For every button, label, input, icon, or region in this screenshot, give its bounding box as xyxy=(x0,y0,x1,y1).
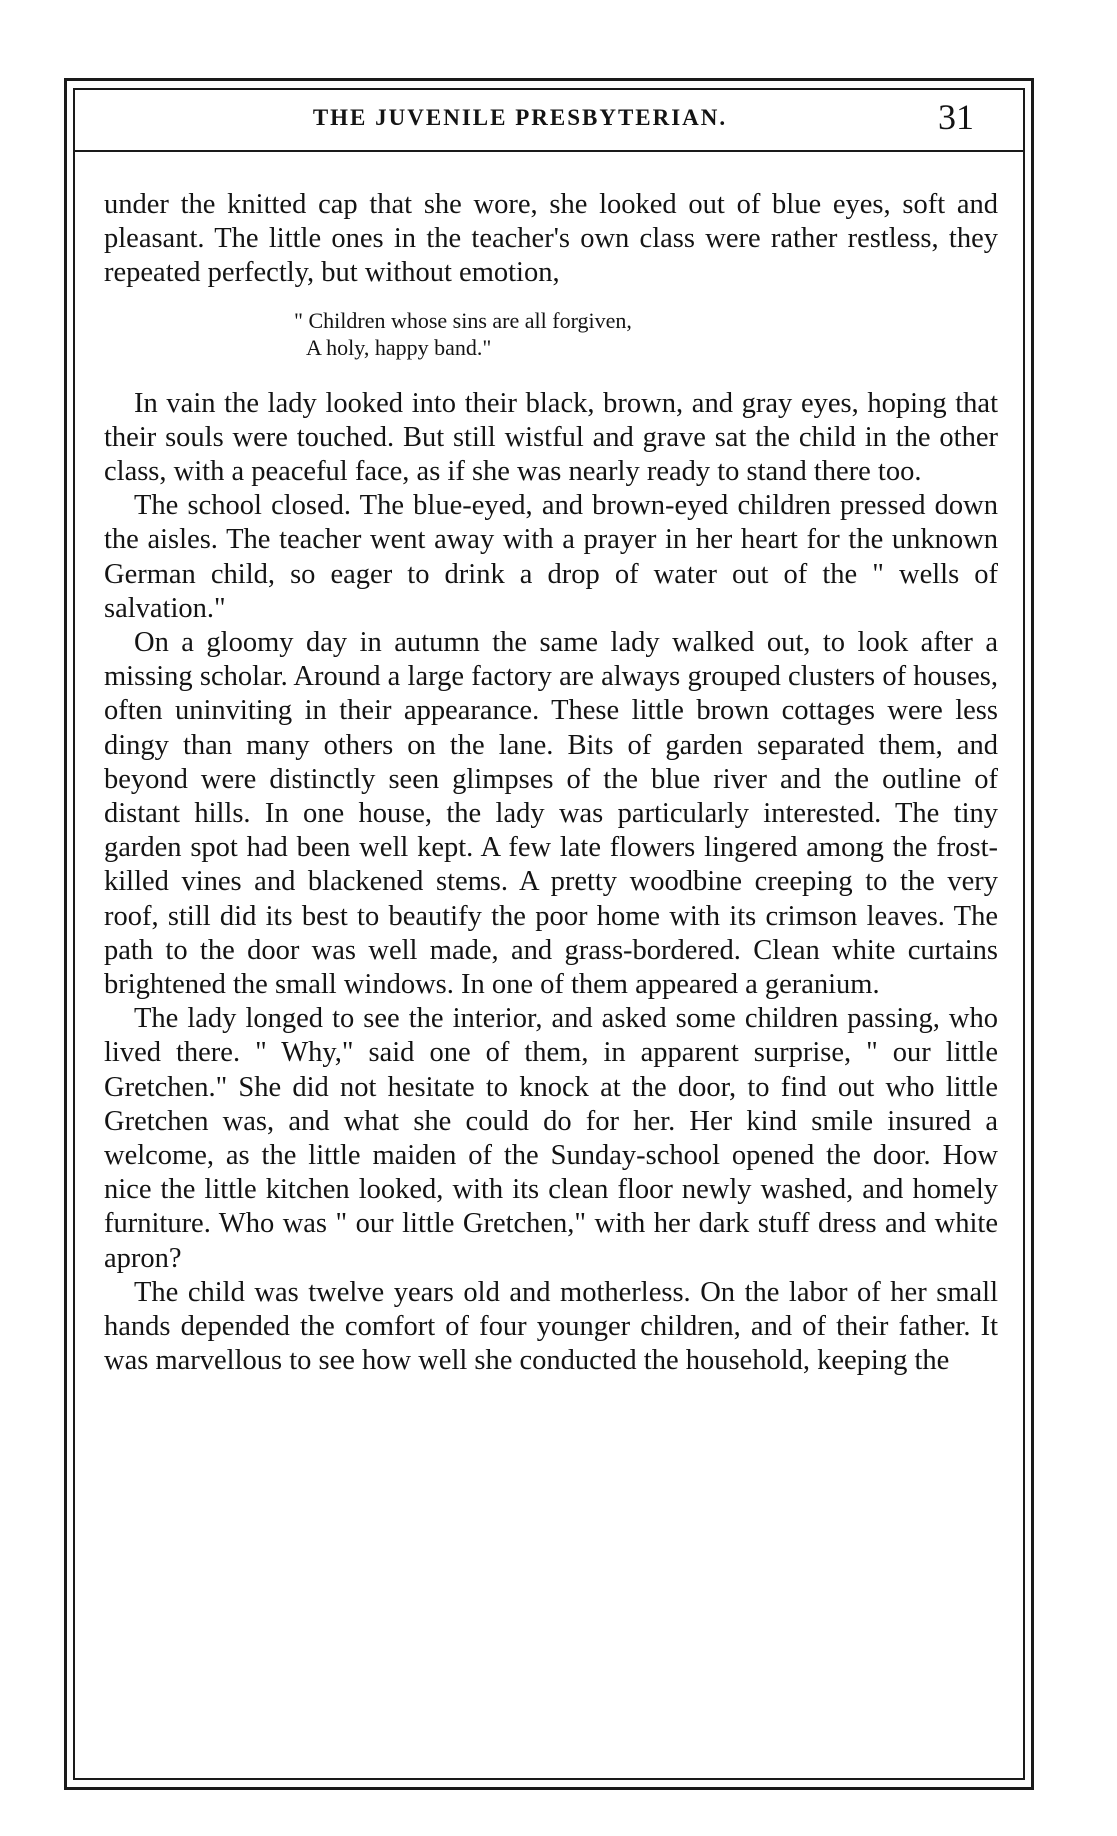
body-text xyxy=(104,188,998,1379)
paragraph-3: The school closed. The blue-eyed, and brown-eyed children pressed down the aisles. The teacher went away with a prayer in her heart for the unknown German child, so eager to drink a drop of water out of the " wells of salvation." xyxy=(104,490,998,624)
paragraph-1: under the knitted cap that she wore, she looked out of blue eyes, soft and pleasant. The little ones in the teacher's own class were rather restless, they repeated perfectly, but without emotion, xyxy=(104,189,998,289)
page-number: 31 xyxy=(938,97,974,137)
verse-quote xyxy=(294,307,998,361)
paragraph-5: The lady longed to see the interior, and asked some children passing, who lived there. " Why," said one of them, in apparent surprise, " our little Gretchen." She did not hesitate to knock at the door, to find out who little Gretchen was, and what she could do for her. Her kind smile insured a welcome, as the little maiden of the Sunday-school opened the door. How nice the little kitchen looked, with its clean floor newly washed, and homely furniture. Who was " our little Gretchen," with her dark stuff dress and white apron? xyxy=(104,1003,998,1274)
running-head: THE JUVENILE PRESBYTERIAN. xyxy=(312,105,728,130)
bottom-rule-inner xyxy=(73,1778,1025,1780)
paragraph-4: On a gloomy day in autumn the same lady walked out, to look after a missing scholar. Around a large factory are always grouped clusters of houses, often uninviting in their appearance. These little brown cottages were less dingy than many others on the lane. Bits of garden separated them, and beyond were distinctly seen glimpses of the blue river and the outline of distant hills. In one house, the lady was particularly interested. The tiny garden spot had been well kept. A few late flowers lingered among the frost-killed vines and blackened stems. A pretty woodbine creeping to the very roof, still did its best to beautify the poor home with its crimson leaves. The path to the door was well made, and grass-bordered. Clean white curtains brightened the small windows. In one of them appeared a geranium. xyxy=(104,627,998,1001)
paragraph-2: In vain the lady looked into their black, brown, and gray eyes, hoping that their souls were touched. But still wistful and grave sat the child in the other class, with a peaceful face, as if she was nearly ready to stand there too. xyxy=(104,387,998,488)
paragraph-6: The child was twelve years old and motherless. On the labor of her small hands depended the comfort of four younger children, and of their father. It was marvellous to see how well she conducted the household, keeping the xyxy=(104,1276,998,1377)
top-rule-inner xyxy=(73,88,1025,90)
verse-line-2: A holy, happy band." xyxy=(306,334,492,360)
bottom-rule-outer xyxy=(64,1787,1034,1790)
header-rule xyxy=(73,150,1025,152)
verse-line-1: " Children whose sins are all forgiven, xyxy=(294,307,632,333)
top-rule-outer xyxy=(64,78,1034,81)
